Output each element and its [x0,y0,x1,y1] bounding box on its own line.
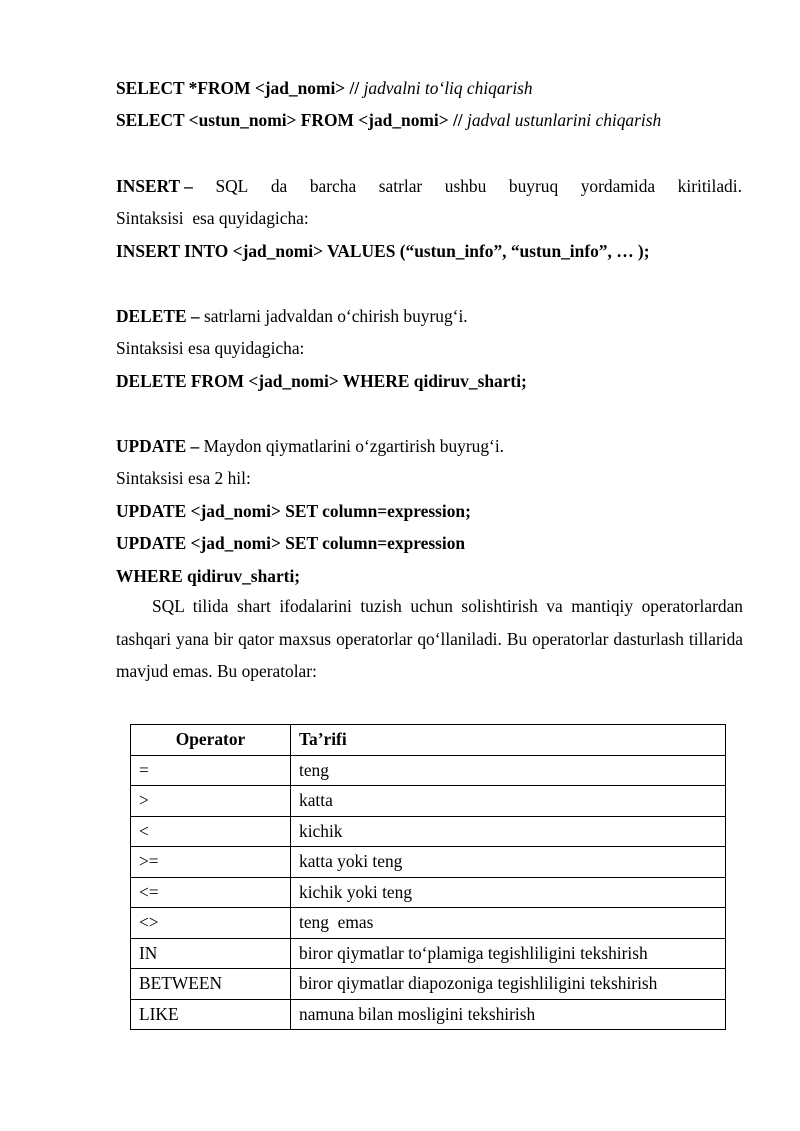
table-row [131,969,726,1000]
insert-description [116,175,742,197]
insert-word: ushbu [444,176,487,196]
delete-syntax-intro: Sintaksisi esa quyidagicha: [116,338,305,358]
operator-table [130,724,726,1030]
insert-word: SQL [215,176,249,196]
operator-cell: BETWEEN [131,969,291,1000]
update-syntax-2-line-1: UPDATE <jad_nomi> SET column=expression [116,533,466,553]
operator-cell: <= [131,877,291,908]
select-all-line [116,77,533,99]
insert-word: kiritiladi. [677,176,742,196]
insert-word: buyruq [508,176,559,196]
operator-cell: < [131,816,291,847]
header-definition: Ta’rifi [291,725,726,756]
definition-cell: namuna bilan mosligini tekshirish [291,999,726,1030]
table-row [131,908,726,939]
select-columns-comment: jadval ustunlarini chiqarish [466,110,662,130]
table-row [131,999,726,1030]
table-row [131,877,726,908]
select-all-comment: jadvalni to‘liq chiqarish [363,78,533,98]
update-description [116,435,504,457]
definition-cell: katta yoki teng [291,847,726,878]
table-header-row [131,725,726,756]
update-syntax-1: UPDATE <jad_nomi> SET column=expression; [116,501,471,521]
operator-cell: >= [131,847,291,878]
insert-word: satrlar [378,176,423,196]
update-syntax-2-line-2: WHERE qidiruv_sharti; [116,566,301,586]
operator-cell: <> [131,908,291,939]
select-columns-line [116,109,661,131]
table-row [131,755,726,786]
table-row [131,816,726,847]
delete-desc: satrlarni jadvaldan o‘chirish buyrug‘i. [199,306,468,326]
delete-description [116,305,468,327]
insert-word: barcha [309,176,357,196]
delete-syntax: DELETE FROM <jad_nomi> WHERE qidiruv_sharti; [116,371,527,391]
table-row [131,786,726,817]
definition-cell: kichik yoki teng [291,877,726,908]
select-columns-code: SELECT <ustun_nomi> FROM <jad_nomi> // [116,110,463,130]
insert-syntax-intro: Sintaksisi esa quyidagicha: [116,208,309,228]
insert-word: da [270,176,288,196]
insert-syntax: INSERT INTO <jad_nomi> VALUES (“ustun_info”, “ustun_info”, … ); [116,241,650,261]
insert-word: yordamida [580,176,656,196]
header-operator: Operator [131,725,291,756]
table-row [131,938,726,969]
definition-cell: biror qiymatlar to‘plamiga tegishliligini tekshirish [291,938,726,969]
operators-paragraph: SQL tilida shart ifodalarini tuzish uchun solishtirish va mantiqiy operatorlardan tashqari yana bir qator maxsus operatorlar qo‘llaniladi. Bu operatorlar dasturlash tillarida mavjud emas. Bu operatolar: [116,596,743,681]
operator-cell: IN [131,938,291,969]
update-syntax-intro: Sintaksisi esa 2 hil: [116,468,251,488]
definition-cell: biror qiymatlar diapozoniga tegishliligini tekshirish [291,969,726,1000]
definition-cell: teng [291,755,726,786]
update-keyword: UPDATE – [116,436,200,456]
operator-cell: LIKE [131,999,291,1030]
operator-cell: = [131,755,291,786]
definition-cell: kichik [291,816,726,847]
select-all-code: SELECT *FROM <jad_nomi> // [116,78,360,98]
delete-keyword: DELETE – [116,306,200,326]
operator-cell: > [131,786,291,817]
definition-cell: katta [291,786,726,817]
update-desc: Maydon qiymatlarini o‘zgartirish buyrug‘i. [199,436,505,456]
insert-keyword: INSERT – [116,176,193,196]
table-row [131,847,726,878]
definition-cell: teng emas [291,908,726,939]
